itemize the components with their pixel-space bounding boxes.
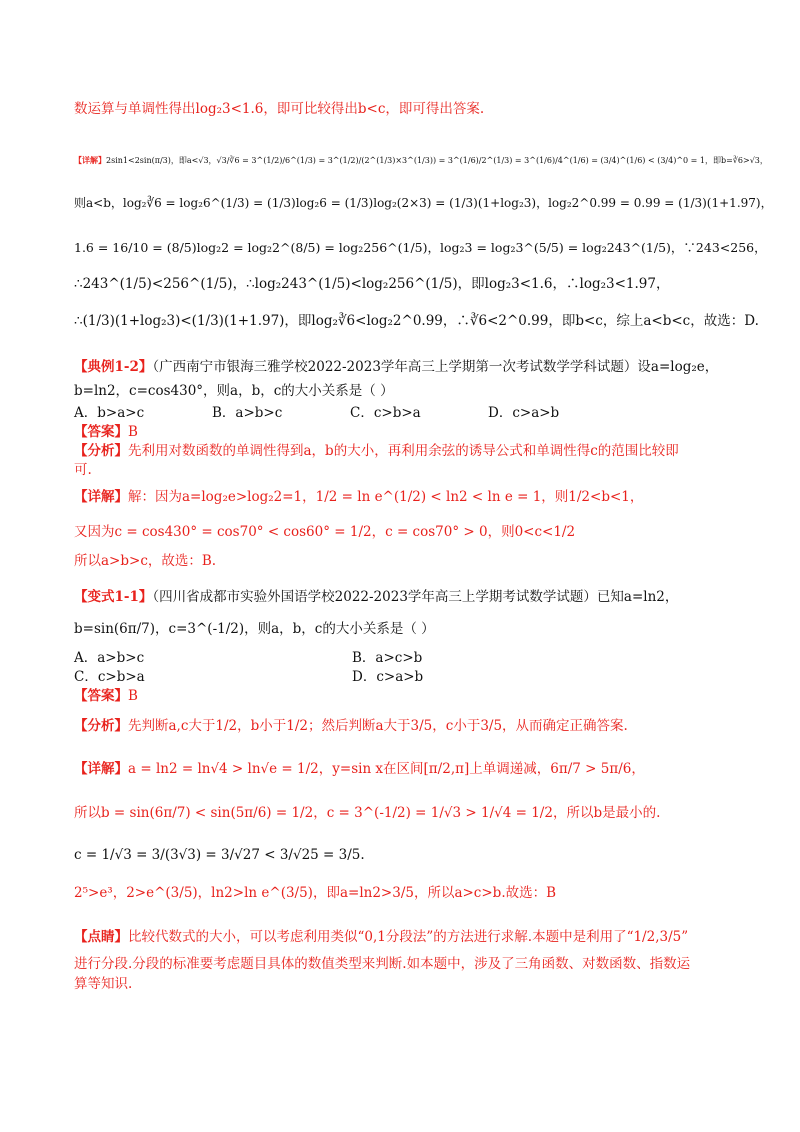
option-a: A．b>a>c	[74, 405, 145, 421]
top-line: 数运算与单调性得出log₂3<1.6，即可比较得出b<c，即可得出答案.	[74, 101, 485, 117]
example12-detail1	[74, 487, 740, 507]
example12-line2: b=ln2，c=cos430°，则a，b，c的大小关系是（ ）	[74, 383, 394, 399]
detail1-line3: 1.6 = 16/10 = (8/5)log₂2 = log₂2^(8/5) = log₂256^(1/5)，log₂3 = log₂3^(5/5) = log₂243^(1/5)，∵243<256，	[74, 240, 767, 255]
option-d: D．c>a>b	[488, 405, 560, 421]
variant11-line2: b=sin(6π/7)，c=3^(-1/2)，则a，b，c的大小关系是（ ）	[74, 621, 435, 637]
detail1-line4: ∴243^(1/5)<256^(1/5)，∴log₂243^(1/5)<log₂256^(1/5)，即log₂3<1.6，∴log₂3<1.97，	[74, 276, 670, 292]
example12-detail2: 又因为c = cos430° = cos70° < cos60° = 1/2，c = cos70° > 0，则0<c<1/2	[74, 524, 576, 540]
answer-value: B	[128, 688, 138, 704]
answer-value: B	[128, 424, 138, 440]
variant11-note2: 进行分段.分段的标准要考虑题目具体的数值类型来判断.如本题中，涉及了三角函数、对数函数、指数运	[74, 956, 691, 972]
variant11-answer	[74, 686, 740, 706]
example12-options	[74, 403, 740, 423]
note-tag: 【点睛】	[74, 929, 128, 945]
detail-tag: 【详解】	[74, 155, 106, 165]
analysis-tag: 【分析】	[74, 718, 128, 734]
variant11-note3: 算等知识.	[74, 976, 133, 992]
detail-tag: 【详解】	[74, 761, 128, 777]
variant11-options-row2	[74, 667, 740, 687]
example12-line1	[74, 357, 740, 377]
variant11-note1	[74, 927, 740, 947]
example12-analysis2: 可.	[74, 462, 92, 478]
option-c: C．c>b>a	[74, 669, 145, 685]
variant11-detail1	[74, 759, 740, 779]
detail1-line1	[74, 150, 768, 171]
option-d: D．c>a>b	[352, 669, 424, 685]
variant11-detail3: c = 1/√3 = 3/(3√3) = 3/√27 < 3/√25 = 3/5.	[74, 847, 365, 863]
variant11-line1	[74, 587, 740, 607]
example-source: （广西南宁市银海三雅学校2022-2023学年高三上学期第一次考试数学学科试题）设a=log₂e，	[152, 359, 719, 375]
variant-tag: 【变式1-1】	[74, 589, 153, 605]
note-text: 比较代数式的大小，可以考虑利用类似“0,1分段法”的方法进行求解.本题中是利用了“1/2,3/5”	[128, 929, 689, 945]
option-b: B．a>c>b	[352, 650, 423, 666]
answer-tag: 【答案】	[74, 424, 128, 440]
detail-tag: 【详解】	[74, 489, 128, 505]
option-c: C．c>b>a	[350, 405, 421, 421]
example-tag: 【典例1-2】	[74, 359, 153, 375]
analysis-tag: 【分析】	[74, 443, 128, 459]
variant11-analysis	[74, 716, 740, 736]
detail1-text1: 2sin1<2sin(π/3)，即a<√3，√3/∛6 = 3^(1/2)/6^(1/3) = 3^(1/2)/(2^(1/3)×3^(1/3)) = 3^(1/6)/2^(1/3) = 3^(1/6)/4^(1/6) = (3/4)^(1/6) < (3/4)^0 = 1，即b=∛6>√3，	[106, 156, 768, 165]
variant11-detail4: 2⁵>e³，2>e^(3/5)，ln2>ln e^(3/5)，即a=ln2>3/5，所以a>c>b.故选：B	[74, 885, 557, 901]
example12-analysis1	[74, 441, 740, 461]
variant11-detail2: 所以b = sin(6π/7) < sin(5π/6) = 1/2，c = 3^(-1/2) = 1/√3 > 1/√4 = 1/2，所以b是最小的.	[74, 805, 661, 821]
variant-source: （四川省成都市实验外国语学校2022-2023学年高三上学期考试数学试题）已知a=ln2，	[152, 589, 679, 605]
detail1-line2: 则a<b，log₂∛6 = log₂6^(1/3) = (1/3)log₂6 = (1/3)log₂(2×3) = (1/3)(1+log₂3)，log₂2^0.99 = 0.99 = (1/3)(1+1.97)，	[74, 196, 773, 210]
option-a: A．a>b>c	[74, 650, 145, 666]
variant11-options-row1	[74, 648, 740, 668]
option-b: B．a>b>c	[212, 405, 283, 421]
variant-detail-text: a = ln2 = ln√4 > ln√e = 1/2，y=sin x在区间[π/2,π]上单调递减，6π/7 > 5π/6，	[128, 761, 645, 777]
example12-answer	[74, 422, 740, 442]
answer-tag: 【答案】	[74, 688, 128, 704]
analysis-text: 先判断a,c大于1/2，b小于1/2；然后判断a大于3/5，c小于3/5，从而确定正确答案.	[128, 718, 628, 734]
example12-detail3: 所以a>b>c，故选：B.	[74, 553, 217, 569]
analysis-text: 先利用对数函数的单调性得到a，b的大小，再利用余弦的诱导公式和单调性得c的范围比较即	[128, 443, 679, 459]
example12-detail-text: 解：因为a=log₂e>log₂2=1，1/2 = ln e^(1/2) < ln2 < ln e = 1，则1/2<b<1，	[128, 489, 644, 505]
detail1-line5: ∴(1/3)(1+log₂3)<(1/3)(1+1.97)，即log₂∛6<log₂2^0.99，∴∛6<2^0.99，即b<c，综上a<b<c，故选：D.	[74, 313, 759, 329]
